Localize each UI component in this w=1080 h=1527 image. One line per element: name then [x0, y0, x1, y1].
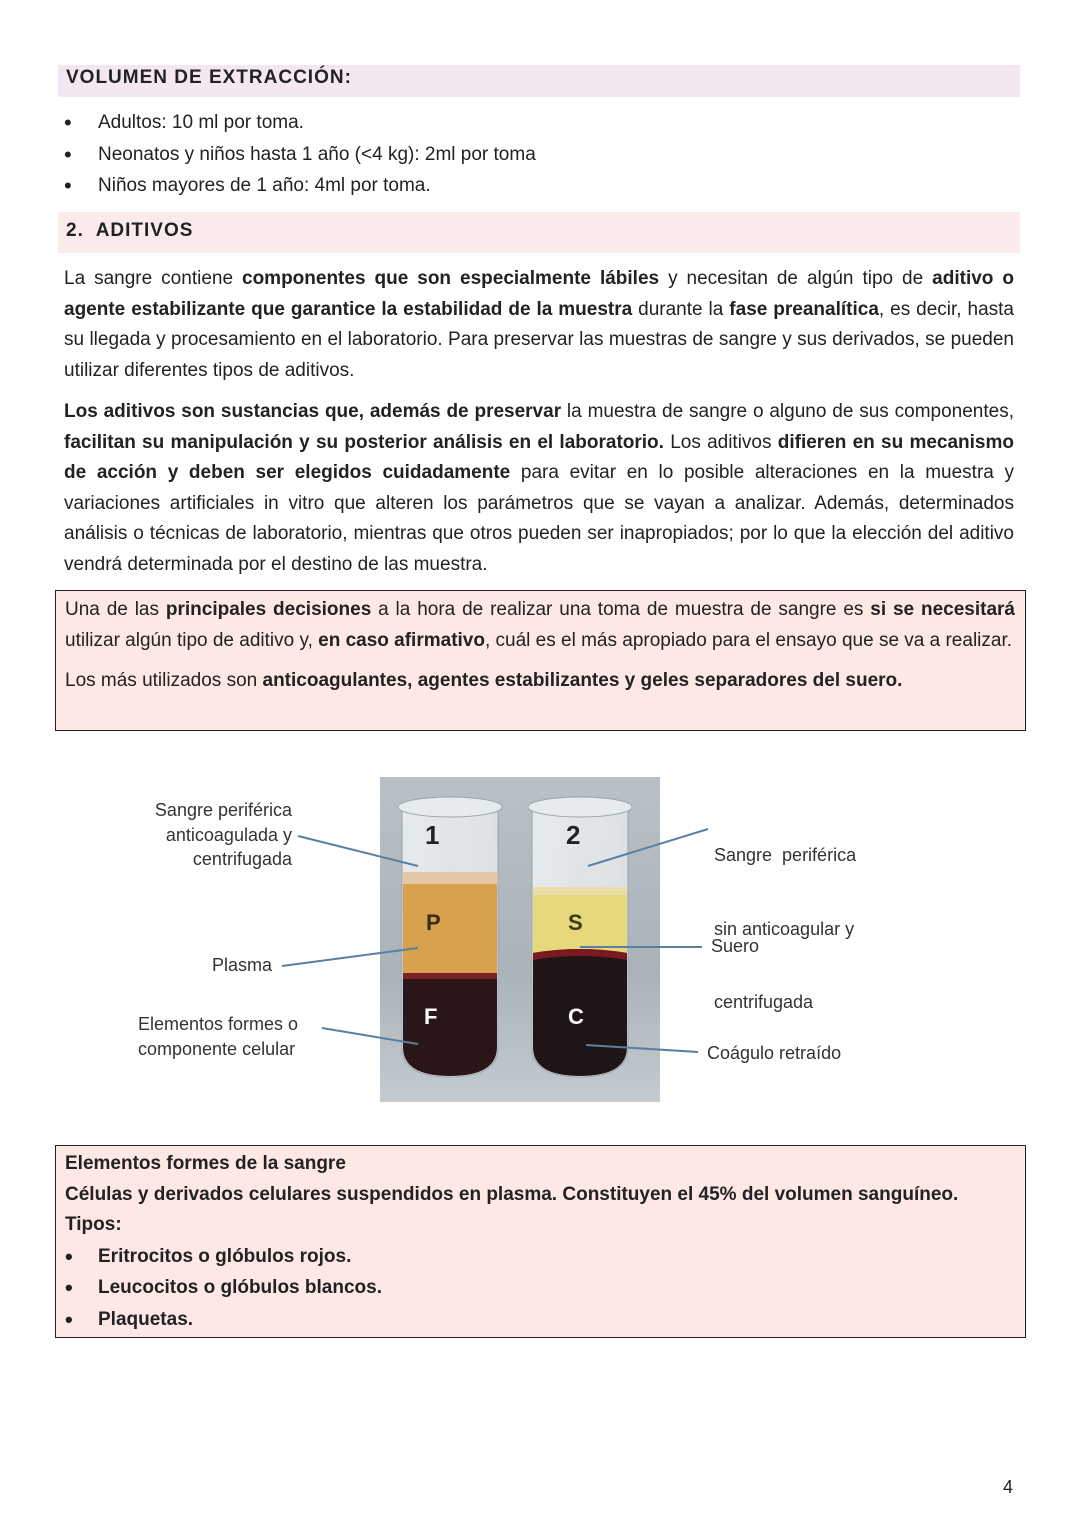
- text-run: componentes que son especialmente lábiles: [242, 268, 660, 289]
- box-description: Células y derivados celulares suspendidos en plasma. Constituyen el 45% del volumen sanguíneo.: [65, 1183, 959, 1205]
- text-run: utilizar algún tipo de aditivo y,: [65, 629, 319, 651]
- text-run: Los más utilizados son: [65, 670, 263, 692]
- text-run: durante la: [632, 298, 730, 320]
- text-run: difieren en su mecanismo de acción y deben ser elegidos cuidadamente: [64, 431, 1014, 484]
- text-run: , es decir, hasta su llegada y procesamiento en el laboratorio. Para preservar las muestras de sangre y sus derivados, se pueden utilizar diferentes tipos de aditivos.: [64, 298, 1014, 381]
- tube-number-1: 1: [425, 820, 440, 850]
- text-run: y necesitan de algún tipo de: [659, 268, 933, 289]
- label-plasma: Plasma: [212, 955, 273, 975]
- list-item: • Leucocitos o glóbulos blancos.: [65, 1272, 1015, 1304]
- text-run: si se necesitará: [870, 599, 1015, 620]
- tube-letter-f: F: [424, 1004, 438, 1029]
- label-anticoagulated: Sangre periférica anticoagulada y centrifugada: [154, 800, 292, 869]
- volumen-heading: VOLUMEN DE EXTRACCIÓN:: [58, 65, 1020, 97]
- list-item: • Eritrocitos o glóbulos rojos.: [65, 1241, 1015, 1273]
- tube-letter-s: S: [568, 910, 583, 935]
- text-run: La sangre contiene: [64, 268, 242, 289]
- page-number: 4: [1003, 1477, 1014, 1497]
- box-types-label: Tipos:: [65, 1214, 122, 1236]
- text-run: fase preanalítica: [729, 298, 879, 320]
- text-run: facilitan su manipulación y su posterior análisis en el laboratorio.: [64, 431, 664, 453]
- text-run: la muestra de sangre o alguno de sus componentes,: [561, 401, 1014, 422]
- list-item: • Niños mayores de 1 año: 4ml por toma.: [64, 170, 536, 202]
- label-non-anticoagulated: Sangre periférica sin anticoagular y centrifugada: [714, 845, 857, 1012]
- list-item: • Adultos: 10 ml por toma.: [64, 107, 536, 139]
- aditivos-heading: 2. ADITIVOS: [58, 212, 1020, 253]
- tube-letter-p: P: [426, 910, 441, 935]
- text-run: en caso afirmativo: [318, 629, 485, 651]
- tube-number-2: 2: [566, 820, 581, 850]
- text-run: principales decisiones: [165, 599, 372, 620]
- list-item: • Plaquetas.: [65, 1304, 1015, 1336]
- text-run: para evitar en lo posible alteraciones en la muestra y variaciones artificiales in vitro que alteren los parámetros que se vayan a analizar. Además, determinados análisis o técnicas de laboratorio, mientras que otros pueden ser inapropiados; por lo que la elección del aditivo vendrá determinada por el destino de las muestra.: [64, 462, 1014, 575]
- tube-letter-c: C: [568, 1004, 584, 1029]
- text-run: aditivo o agente estabilizante que garantice la estabilidad de la muestra: [64, 268, 1014, 320]
- types-list: [65, 1241, 1015, 1336]
- list-item: • Neonatos y niños hasta 1 año (<4 kg): 2ml por toma: [64, 139, 536, 171]
- text-run: anticoagulantes, agentes estabilizantes y geles separadores del suero.: [262, 670, 903, 692]
- formed-elements-box: [55, 1145, 1026, 1338]
- label-serum: Suero: [711, 936, 760, 956]
- label-formed-elements: Elementos formes o componente celular: [138, 1014, 299, 1059]
- label-retracted-clot: Coágulo retraído: [707, 1043, 842, 1063]
- text-run: Una de las: [65, 599, 166, 620]
- text-run: a la hora de realizar una toma de muestra de sangre es: [371, 599, 871, 620]
- box-title: Elementos formes de la sangre: [65, 1153, 346, 1174]
- text-run: Los aditivos son sustancias que, además de preservar: [64, 401, 562, 422]
- text-run: Los aditivos: [663, 431, 778, 453]
- text-run: , cuál es el más apropiado para el ensayo que se va a realizar.: [484, 629, 1013, 651]
